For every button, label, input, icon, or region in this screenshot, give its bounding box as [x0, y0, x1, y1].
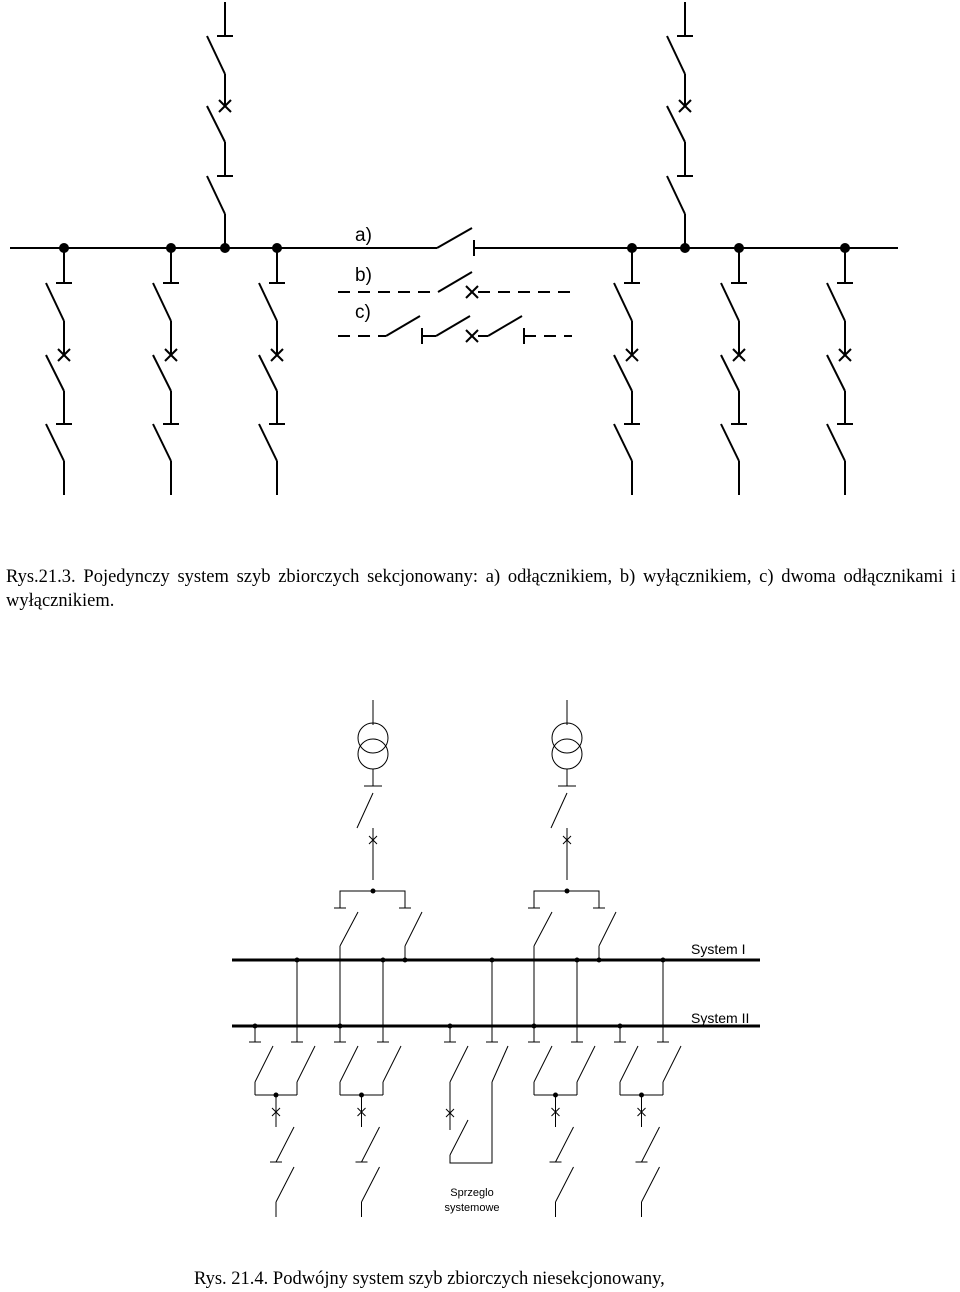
feeder-bay-6: [827, 248, 853, 495]
supply-bay-right: [667, 2, 693, 248]
supply-bay-left: [207, 2, 233, 248]
feeder-bay-4: [614, 248, 640, 495]
feeder-bay-1: [46, 248, 72, 495]
figure-2-caption: Rys. 21.4. Podwójny system szyb zbiorczych niesekcjonowany,: [194, 1269, 665, 1289]
sectioning-combined-c: [338, 316, 572, 344]
variant-label-b: b): [355, 265, 372, 286]
double-bus-feeder-2: [334, 960, 401, 1217]
double-bus-feeder-1: [249, 960, 315, 1217]
double-bus-feeder-3: [528, 960, 595, 1217]
variant-label-c: c): [355, 302, 371, 323]
system-2-label: System II: [691, 1010, 750, 1026]
variant-label-a: a): [355, 225, 372, 246]
sectioning-disconnector-a: [437, 228, 474, 256]
bus-coupler: [444, 960, 508, 1163]
feeder-bay-2: [153, 248, 179, 495]
double-bus-feeder-4: [614, 960, 681, 1217]
feeder-bay-5: [721, 248, 747, 495]
coupler-label-line1: Sprzeglo: [450, 1187, 494, 1199]
coupler-label-line2: systemowe: [444, 1202, 500, 1214]
single-busbar-sectioned-diagram: [0, 0, 960, 560]
figure-1-caption: Rys.21.3. Pojedynczy system szyb zbiorczych sekcjonowany: a) odłącznikiem, b) wyłącznikiem, c) dwoma odłącznikami i wyłącznikiem.: [6, 567, 956, 611]
feeder-bay-3: [259, 248, 285, 495]
double-busbar-diagram: [0, 690, 960, 1260]
sectioning-breaker-b: [338, 272, 572, 298]
system-1-label: System I: [691, 941, 746, 957]
transformer-right: [551, 700, 582, 880]
transformer-left: [357, 700, 388, 880]
